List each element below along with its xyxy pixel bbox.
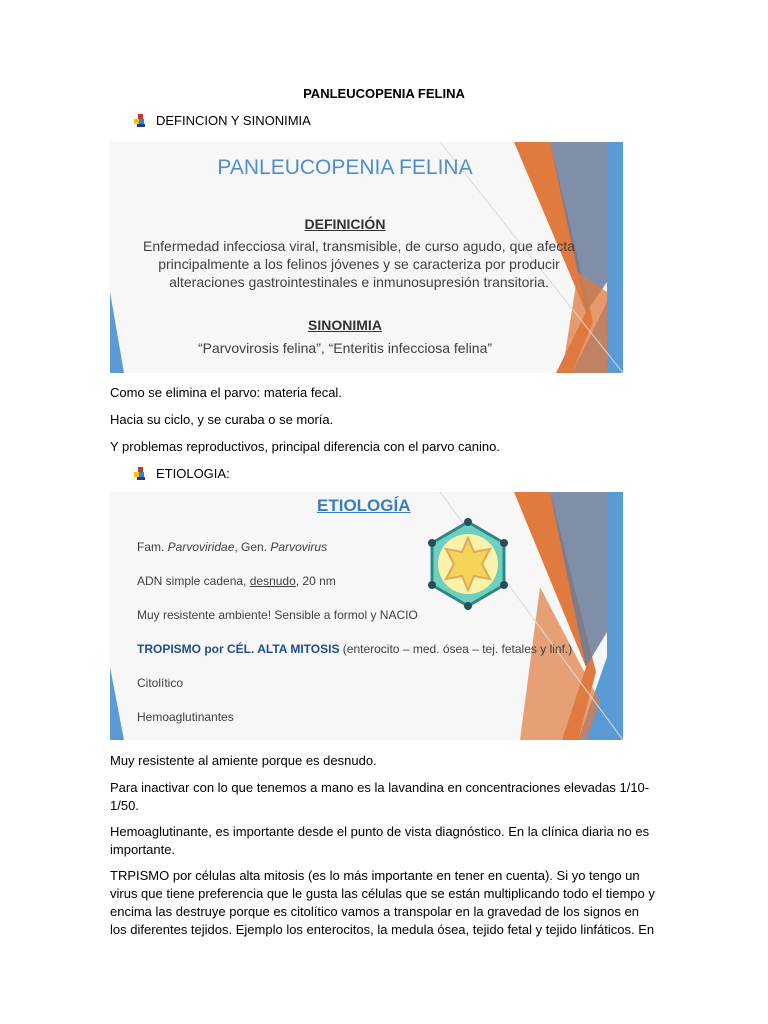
note-paragraph: Y problemas reproductivos, principal diferencia con el parvo canino. (110, 439, 500, 454)
underlined-word: desnudo (249, 574, 296, 588)
section-heading-definition (134, 113, 311, 128)
note-paragraph: TRPISMO por células alta mitosis (es lo más importante en tener en cuenta). Si yo tengo un virus que tiene preferencia que le gusta las células que se están multiplicando todo el tiempo y encima las destruye porque es citolítico vamos a transpolar en la gravedad de los signos en los diferentes tejidos. Ejemplo los enterocitos, la medula ósea, tejido fetal y tejido linfáticos. En (110, 868, 655, 937)
document-title: PANLEUCOPENIA FELINA (303, 86, 465, 101)
family-line (137, 540, 327, 554)
virus-capsid-icon (420, 516, 516, 612)
cytolytic-line: Citolítico (137, 676, 184, 690)
family-name: Parvoviridae (167, 540, 235, 554)
note-paragraph: Muy resistente al amiente porque es desnudo. (110, 753, 377, 768)
note-paragraph: Para inactivar con lo que tenemos a mano es la lavandina en concentraciones elevadas 1/10-1/50. (110, 780, 650, 813)
text-segment: , 20 nm (295, 574, 336, 588)
text-segment: , Gen. (234, 540, 271, 554)
section-heading-etiology (134, 466, 230, 481)
definition-heading: DEFINICIÓN (304, 216, 386, 232)
slide-definition-image (110, 142, 623, 373)
definition-line: alteraciones gastrointestinales e inmunosupresión transitoria. (169, 274, 549, 290)
definition-line: principalmente a los felinos jóvenes y se caracteriza por producir (158, 256, 560, 272)
text-segment: ADN simple cadena, (137, 574, 250, 588)
dna-line (137, 574, 336, 588)
tropism-line (137, 642, 572, 656)
slide-title: ETIOLOGÍA (317, 496, 411, 515)
synonym-text: “Parvovirosis felina”, “Enteritis infecciosa felina” (197, 340, 493, 356)
slide-etiology-image (110, 492, 623, 740)
colored-bullet-icon (134, 467, 147, 480)
text-segment: (enterocito – med. ósea – tej. fetales y linf.) (339, 642, 573, 656)
genus-name: Parvovirus (270, 540, 328, 554)
synonym-heading: SINONIMIA (308, 317, 382, 333)
section-heading-text: ETIOLOGIA: (156, 466, 230, 481)
note-paragraph: Hemoaglutinante, es importante desde el punto de vista diagnóstico. En la clínica diaria no es importante. (110, 824, 650, 857)
tropism-label: TROPISMO por CÉL. ALTA MITOSIS (137, 642, 340, 656)
note-paragraph: Hacia su ciclo, y se curaba o se moría. (110, 412, 334, 427)
definition-text (124, 237, 594, 291)
section-heading-text: DEFINCION Y SINONIMIA (156, 113, 311, 128)
note-paragraph: Como se elimina el parvo: materia fecal. (110, 385, 342, 400)
hemagglutinin-line: Hemoaglutinantes (137, 710, 234, 724)
resistance-line: Muy resistente ambiente! Sensible a formol y NACIO (137, 608, 418, 622)
colored-bullet-icon (134, 114, 147, 127)
text-segment: Fam. (137, 540, 168, 554)
slide-title: PANLEUCOPENIA FELINA (217, 156, 473, 179)
definition-line: Enfermedad infecciosa viral, transmisible, de curso agudo, que afecta (143, 238, 575, 254)
